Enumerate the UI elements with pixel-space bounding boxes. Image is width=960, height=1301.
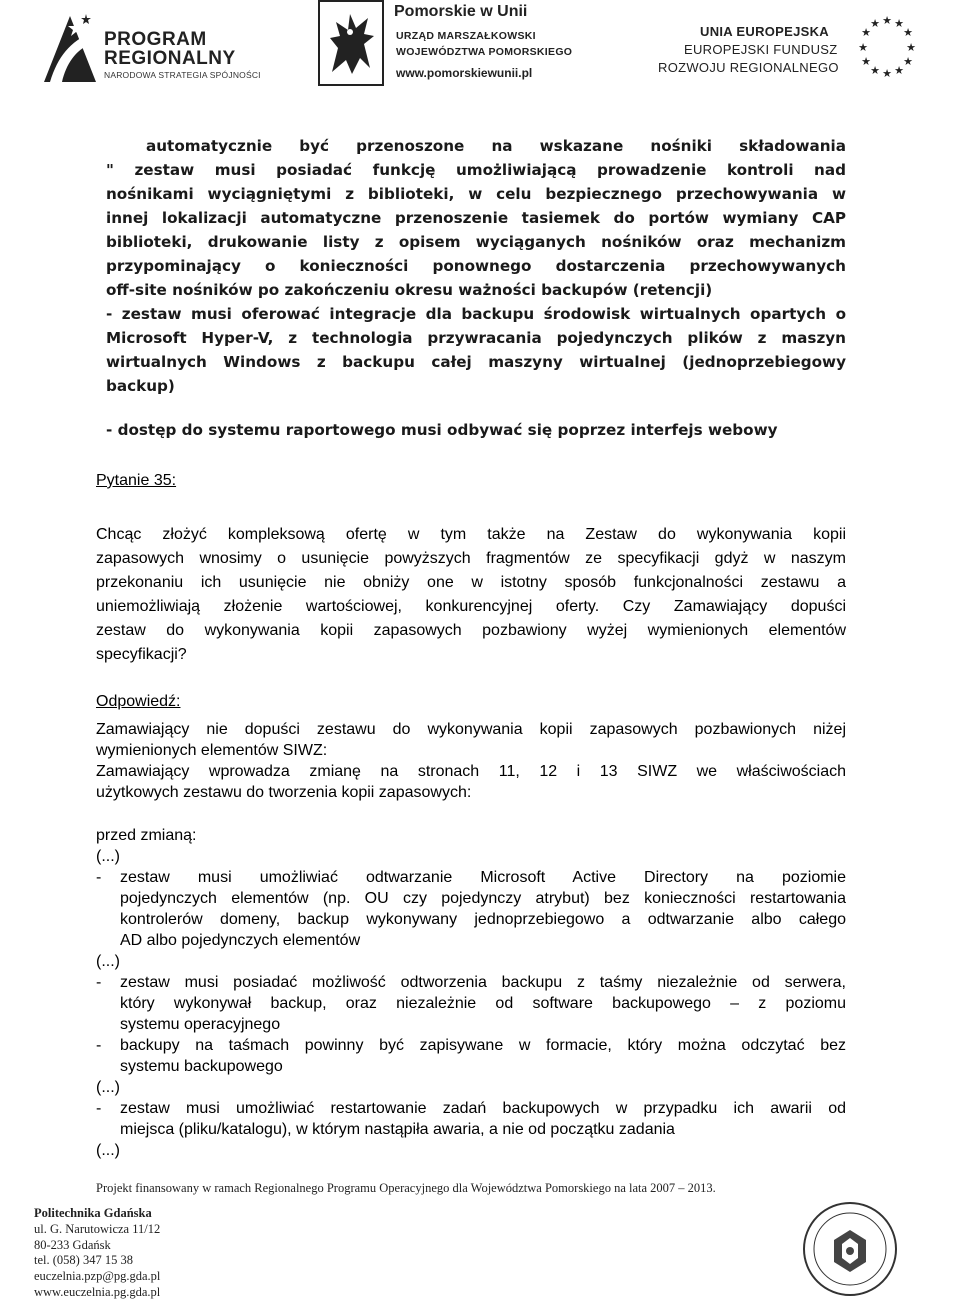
ue-line1: UNIA EUROPEJSKA: [700, 24, 829, 39]
text-line: off-site nośników po zakończeniu okresu ważności backupów (retencji): [106, 281, 713, 299]
svg-text:★: ★: [906, 41, 916, 54]
program-logo-line1: PROGRAM: [104, 29, 207, 50]
phone-number: tel. (058) 347 15 38: [34, 1253, 133, 1268]
pomorskie-line1: URZĄD MARSZAŁKOWSKI: [396, 30, 536, 42]
ue-line3: ROZWOJU REGIONALNEGO: [658, 60, 839, 75]
list-item: [96, 867, 846, 951]
email-address: euczelnia.pzp@pg.gda.pl: [34, 1269, 161, 1284]
politechnika-seal-icon: [800, 1200, 900, 1298]
document-body: [96, 134, 846, 1161]
text-line: wirtualnych Windows z backupu całej maszyny wirtualnej (jednoprzebiegowy: [106, 353, 846, 371]
text-line: zapasowych wnosimy o usunięcie powyższych fragmentów ze specyfikacji gdyż w naszym: [96, 550, 846, 567]
text-line: Zamawiający nie dopuści zestawu do wykonywania kopii zapasowych pozbawionych niżej: [96, 721, 846, 738]
text-line: użytkowych zestawu do tworzenia kopii zapasowych:: [96, 784, 472, 801]
pomorskie-brand: Pomorskie w Unii: [394, 3, 528, 20]
pomorskie-line2: WOJEWÓDZTWA POMORSKIEGO: [396, 46, 573, 58]
city-address: 80-233 Gdańsk: [34, 1237, 111, 1252]
svg-text:★: ★: [870, 17, 880, 30]
pomorskie-w-unii-logo: [318, 0, 573, 86]
unia-europejska-logo: [640, 12, 940, 82]
program-regionalny-logo: [40, 12, 280, 84]
text-line: " zestaw musi posiadać funkcję umożliwiającą prowadzenie kontroli nad: [106, 161, 846, 179]
text-line: Zamawiający wprowadza zmianę na stronach 11, 12 i 13 SIWZ we właściwościach: [96, 763, 846, 780]
text-line: - zestaw musi oferować integracje dla backupu środowisk wirtualnych opartych o: [106, 305, 846, 323]
program-logo-subtitle: NARODOWA STRATEGIA SPÓJNOŚCI: [104, 70, 261, 80]
dash-marker: -: [96, 974, 102, 991]
ellipsis-marker: (...): [96, 1079, 120, 1096]
question-text: [96, 523, 846, 667]
street-address: ul. G. Narutowicza 11/12: [34, 1221, 161, 1236]
dash-marker: -: [96, 1037, 102, 1054]
text-line: miejsca (pliku/katalogu), w którym nastąpiła awaria, a nie od początku zadania: [120, 1121, 675, 1138]
text-line: backupy na taśmach powinny być zapisywane w formacie, który można odczytać bez: [120, 1037, 846, 1054]
text-line: Microsoft Hyper-V, z technologia przywracania pojedynczych plików z maszyn: [106, 329, 846, 347]
ue-line2: EUROPEJSKI FUNDUSZ: [684, 42, 838, 57]
text-line: AD albo pojedynczych elementów: [120, 932, 361, 949]
text-line: systemu backupowego: [120, 1058, 283, 1075]
text-line: nośnikami wyciągniętymi z biblioteki, w celu bezpiecznego przechowywania w: [106, 185, 846, 203]
svg-text:★: ★: [870, 64, 880, 77]
svg-text:★: ★: [894, 64, 904, 77]
text-line: specyfikacji?: [96, 646, 187, 663]
text-line: backup): [106, 377, 175, 395]
answer-heading: Odpowiedź:: [96, 693, 181, 710]
text-line: który wykonywał backup, oraz niezależnie od software backupowego – z poziomu: [120, 995, 846, 1012]
text-line: zestaw do wykonywania kopii zapasowych pozbawiony wyżej wymienionych elementów: [96, 622, 846, 639]
ellipsis-marker: (...): [96, 848, 120, 865]
page-header: [0, 0, 960, 100]
text-line: przekonaniu ich usunięcie nie obniży one w istotny sposób funkcjonalności zestawu a: [96, 574, 846, 591]
eu-stars-flag-icon: [854, 14, 920, 80]
dash-marker: -: [96, 869, 102, 886]
answer-paragraph-2: [96, 761, 846, 803]
list-item: [96, 1098, 846, 1140]
ellipsis-marker: (...): [96, 1142, 120, 1159]
svg-text:★: ★: [861, 26, 871, 39]
program-logo-line2: REGIONALNY: [104, 48, 236, 69]
program-regionalny-emblem-icon: [40, 12, 98, 84]
text-line: przypominający o konieczności ponownego dostarczenia przechowywanych: [106, 257, 846, 275]
text-line: zestaw musi umożliwiać odtwarzanie Microsoft Active Directory na poziomie: [120, 869, 846, 886]
svg-text:★: ★: [861, 55, 871, 68]
project-funding-note: Projekt finansowany w ramach Regionalnego Programu Operacyjnego dla Województwa Pomorskiego na lata 2007 – 2013.: [96, 1181, 716, 1195]
program-logo-title: [104, 30, 236, 68]
text-line: kontrolerów domeny, backup wykonywany jednoprzebiegowo a odtwarzanie albo całego: [120, 911, 846, 928]
text-line: Chcąc złożyć kompleksową ofertę w tym także na Zestaw do wykonywania kopii: [96, 526, 846, 543]
svg-text:★: ★: [882, 14, 892, 27]
svg-text:★: ★: [894, 17, 904, 30]
question-heading: Pytanie 35:: [96, 472, 177, 489]
text-line: zestaw musi posiadać możliwość odtworzenia backupu z taśmy niezależnie od serwera,: [120, 974, 846, 991]
footer-address: [34, 1206, 160, 1301]
svg-text:★: ★: [903, 26, 913, 39]
spec-block-2: [96, 418, 846, 442]
text-line: systemu operacyjnego: [120, 1016, 281, 1033]
svg-text:★: ★: [882, 67, 892, 80]
text-line: biblioteki, drukowanie listy z opisem wyciąganych nośników oraz mechanizm: [106, 233, 846, 251]
svg-text:★: ★: [903, 55, 913, 68]
before-change-label: przed zmianą:: [96, 827, 197, 844]
website-address: www.euczelnia.pg.gda.pl: [34, 1284, 161, 1299]
text-line: uniemożliwiają złożenie wartościowej, konkurencyjnej oferty. Czy Zamawiający dopuści: [96, 598, 846, 615]
pomorskie-www: www.pomorskiewunii.pl: [396, 66, 533, 80]
text-line: pojedynczych elementów (np. OU czy pojedynczy atrybut) bez konieczności restartowania: [120, 890, 846, 907]
dash-marker: -: [96, 1100, 102, 1117]
list-item: [96, 1035, 846, 1077]
answer-paragraph-1: [96, 719, 846, 761]
text-line: wymienionych elementów SIWZ:: [96, 742, 328, 759]
text-line: - dostęp do systemu raportowego musi odbywać się poprzez interfejs webowy: [106, 421, 778, 439]
institution-name: Politechnika Gdańska: [34, 1206, 152, 1220]
svg-text:★: ★: [858, 41, 868, 54]
text-line: innej lokalizacji automatyczne przenoszenie tasiemek do portów wymiany CAP: [106, 209, 846, 227]
spec-block-1: [96, 134, 846, 398]
list-item: [96, 972, 846, 1035]
griffin-emblem: [318, 0, 384, 86]
griffin-icon: [320, 2, 382, 84]
text-line: automatycznie być przenoszone na wskazane nośniki składowania: [146, 137, 846, 155]
text-line: zestaw musi umożliwiać restartowanie zadań backupowych w przypadku ich awarii od: [120, 1100, 846, 1117]
ellipsis-marker: (...): [96, 953, 120, 970]
